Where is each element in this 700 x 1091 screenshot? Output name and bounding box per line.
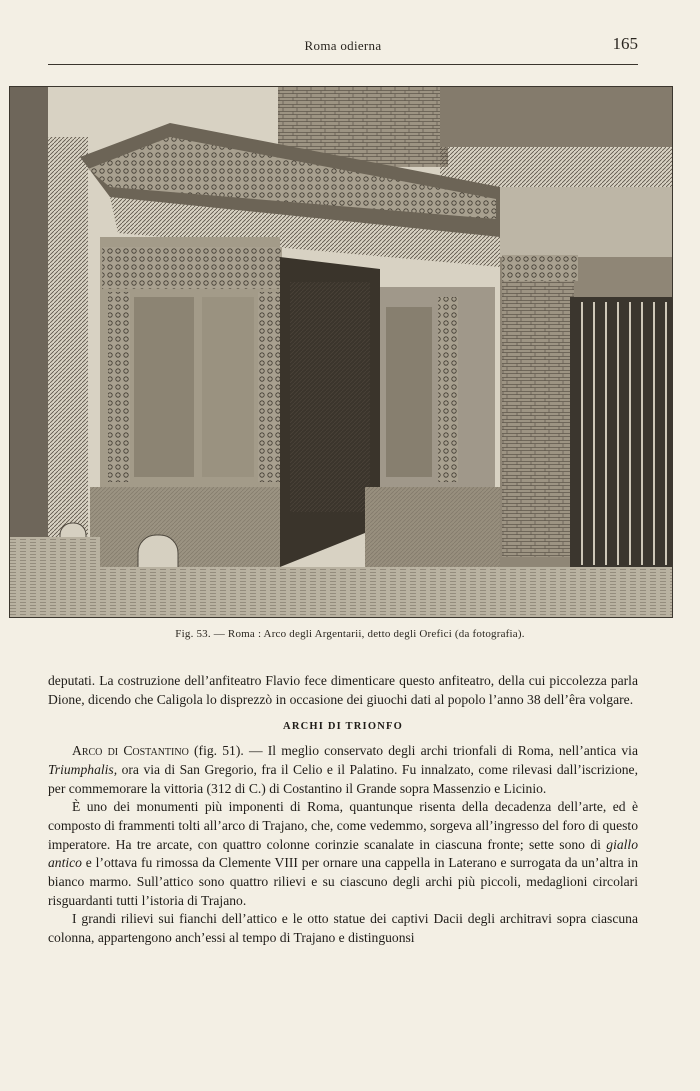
body-text (48, 672, 638, 948)
p2-text-b: ora via di San Gregorio, fra il Celio e il Palatino. Fu innalzato, come rilevasi dall’iscrizione, per commemorare la vittoria (312 di C.) di Costantino il Grande sopra Massenzio e Licinio. (48, 761, 638, 796)
paragraph-2 (48, 742, 638, 798)
paragraph-3 (48, 798, 638, 910)
p3-text-b: e l’ottava fu rimossa da Clemente VIII per ornare una cappella in Laterano e surrogata da un’altra in bianco marmo. Sull’attico sono quattro rilievi e su ciascuno degli archi più piccoli, medaglioni circolari risguardanti tutti l’istoria di Trajano. (48, 855, 638, 908)
engraving-figure (9, 86, 673, 618)
p3-italic: giallo antico (48, 836, 638, 871)
figure-caption: Fig. 53. — Roma : Arco degli Argentarii, detto degli Orefici (da fotografia). (175, 628, 525, 640)
p2-text-a: (fig. 51). — Il meglio conservato degli archi trionfali di Roma, nell’antica via (188, 743, 638, 759)
paragraph-4: I grandi rilievi sui fianchi dell’attico e le otto statue dei captivi Dacii degli architravi sopra ciascuna colonna, appartengono anch’essi al tempo di Trajano e distinguonsi (48, 911, 638, 946)
paragraph-1: deputati. La costruzione dell’anfiteatro Flavio fece dimenticare questo anfiteatro, della cui piccolezza parla Dione, dicendo che Caligola lo disprezzò in occasione dei giuochi dati al popolo l’anno 38 dell’êra volgare. (48, 673, 638, 707)
header-rule (48, 64, 638, 65)
page-header (48, 30, 638, 60)
p3-text-a: È uno dei monumenti più imponenti di Roma, quantunque risenta della decadenza dell’arte, ed è composto di frammenti tolti all’arco di Trajano, che, come vedemmo, sorgeva all’ingresso del foro di questo imperatore. Ha tre arcate, con quattro colonne corinzie scanalate in ciascuna fronte; sette sono di (48, 799, 638, 852)
p2-italic: Triumphalis, (48, 761, 118, 777)
arch-name: Arco di Costantino (72, 743, 189, 759)
arch-engraving (10, 87, 672, 617)
running-title: Roma odierna (304, 38, 382, 53)
page-number: 165 (612, 34, 638, 53)
section-heading: ARCHI DI TRIONFO (283, 721, 403, 733)
